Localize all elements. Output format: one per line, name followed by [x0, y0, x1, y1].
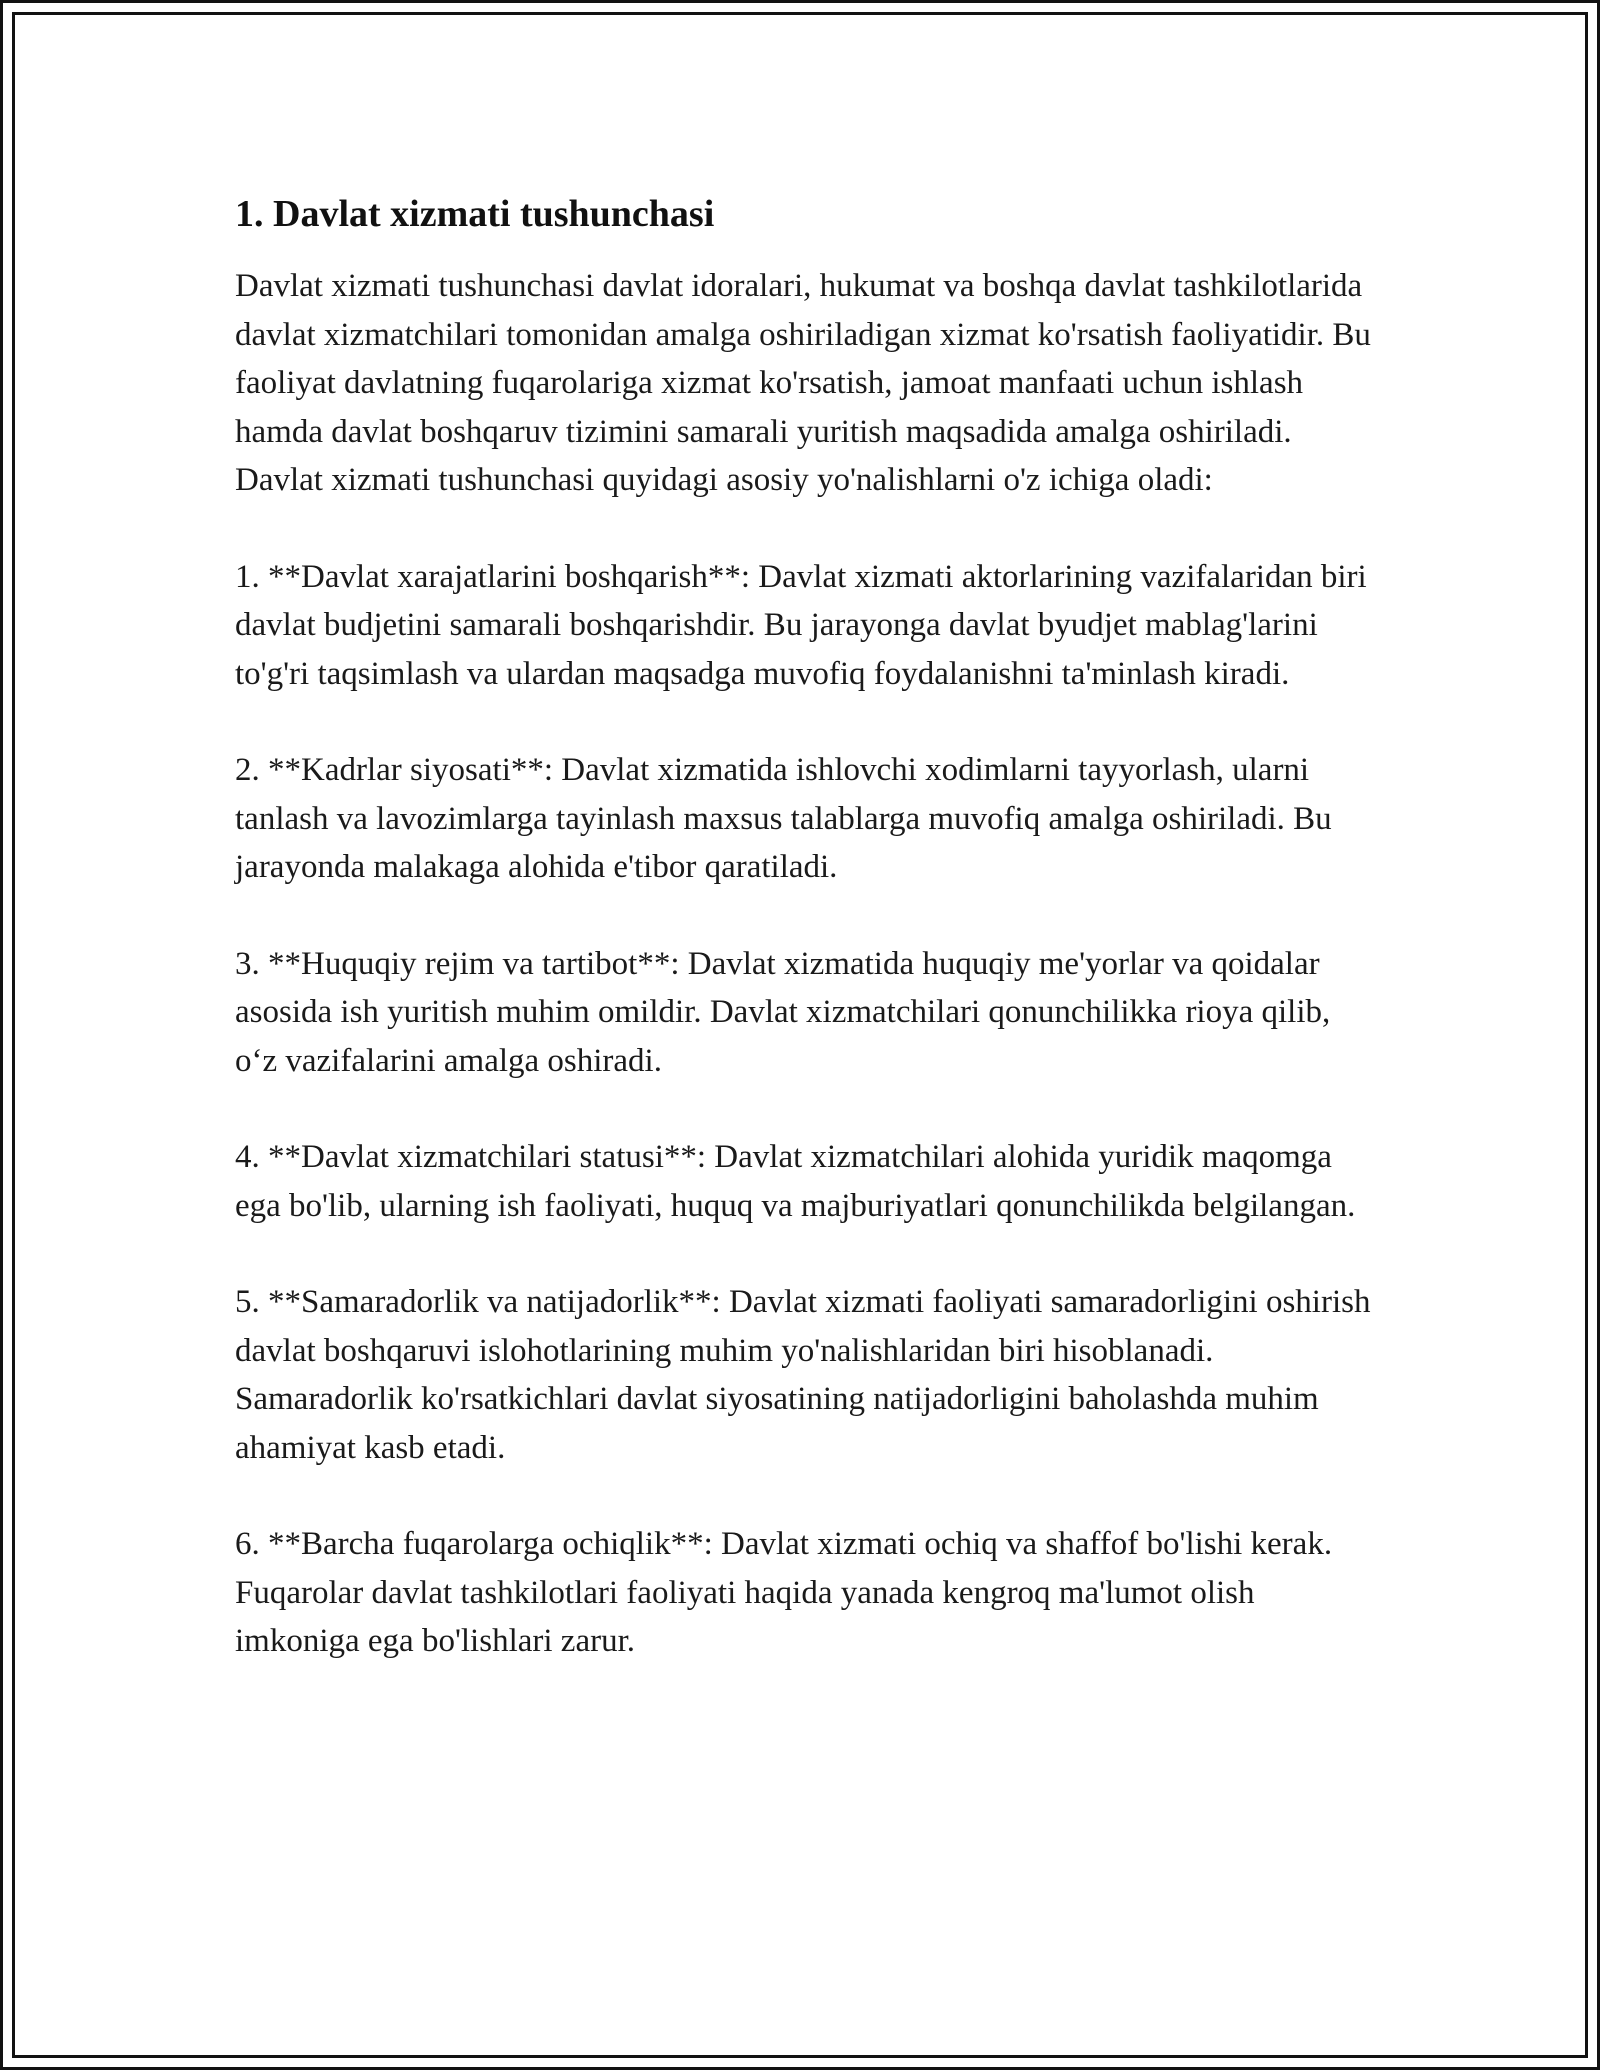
- intro-paragraph: Davlat xizmati tushunchasi davlat idoralari, hukumat va boshqa davlat tashkilotlarida davlat xizmatchilari tomonidan amalga oshiriladigan xizmat ko'rsatish faoliyatidir. Bu faoliyat davlatning fuqarolariga xizmat ko'rsatish, jamoat manfaati uchun ishlash hamda davlat boshqaruv tizimini samarali yuritish maqsadida amalga oshiriladi. Davlat xizmati tushunchasi quyidagi asosiy yo'nalishlarni o'z ichiga oladi:: [235, 268, 1371, 498]
- item-paragraph-4: 4. **Davlat xizmatchilari statusi**: Davlat xizmatchilari alohida yuridik maqomga ega bo'lib, ularning ish faoliyati, huquq va majburiyatlari qonunchilikda belgilangan.: [235, 1139, 1356, 1224]
- item-paragraph-1: 1. **Davlat xarajatlarini boshqarish**: Davlat xizmati aktorlarining vazifalaridan biri davlat budjetini samarali boshqarishdir. Bu jarayonga davlat byudjet mablag'larini to'g'ri taqsimlash va ulardan maqsadga muvofiq foydalanishni ta'minlash kiradi.: [235, 558, 1367, 692]
- item-paragraph-6: 6. **Barcha fuqarolarga ochiqlik**: Davlat xizmati ochiq va shaffof bo'lishi kerak. Fuqarolar davlat tashkilotlari faoliyati haqida yanada kengroq ma'lumot olish imkoniga ega bo'lishlari zarur.: [235, 1526, 1333, 1659]
- item-paragraph-3: 3. **Huquqiy rejim va tartibot**: Davlat xizmatida huquqiy me'yorlar va qoidalar asosida ish yuritish muhim omildir. Davlat xizmatchilari qonunchilikka rioya qilib, o‘z vazifalarini amalga oshiradi.: [235, 945, 1331, 1079]
- section-heading: 1. Davlat xizmati tushunchasi: [235, 193, 715, 235]
- item-paragraph-5: 5. **Samaradorlik va natijadorlik**: Davlat xizmati faoliyati samaradorligini oshirish davlat boshqaruvi islohotlarining muhim yo'nalishlaridan biri hisoblanadi. Samaradorlik ko'rsatkichlari davlat siyosatining natijadorligini baholashda muhim ahamiyat kasb etadi.: [235, 1284, 1371, 1466]
- item-paragraph-2: 2. **Kadrlar siyosati**: Davlat xizmatida ishlovchi xodimlarni tayyorlash, ularni tanlash va lavozimlarga tayinlash maxsus talablarga muvofiq amalga oshiriladi. Bu jarayonda malakaga alohida e'tibor qaratiladi.: [235, 752, 1332, 885]
- document-body: [235, 186, 1380, 1714]
